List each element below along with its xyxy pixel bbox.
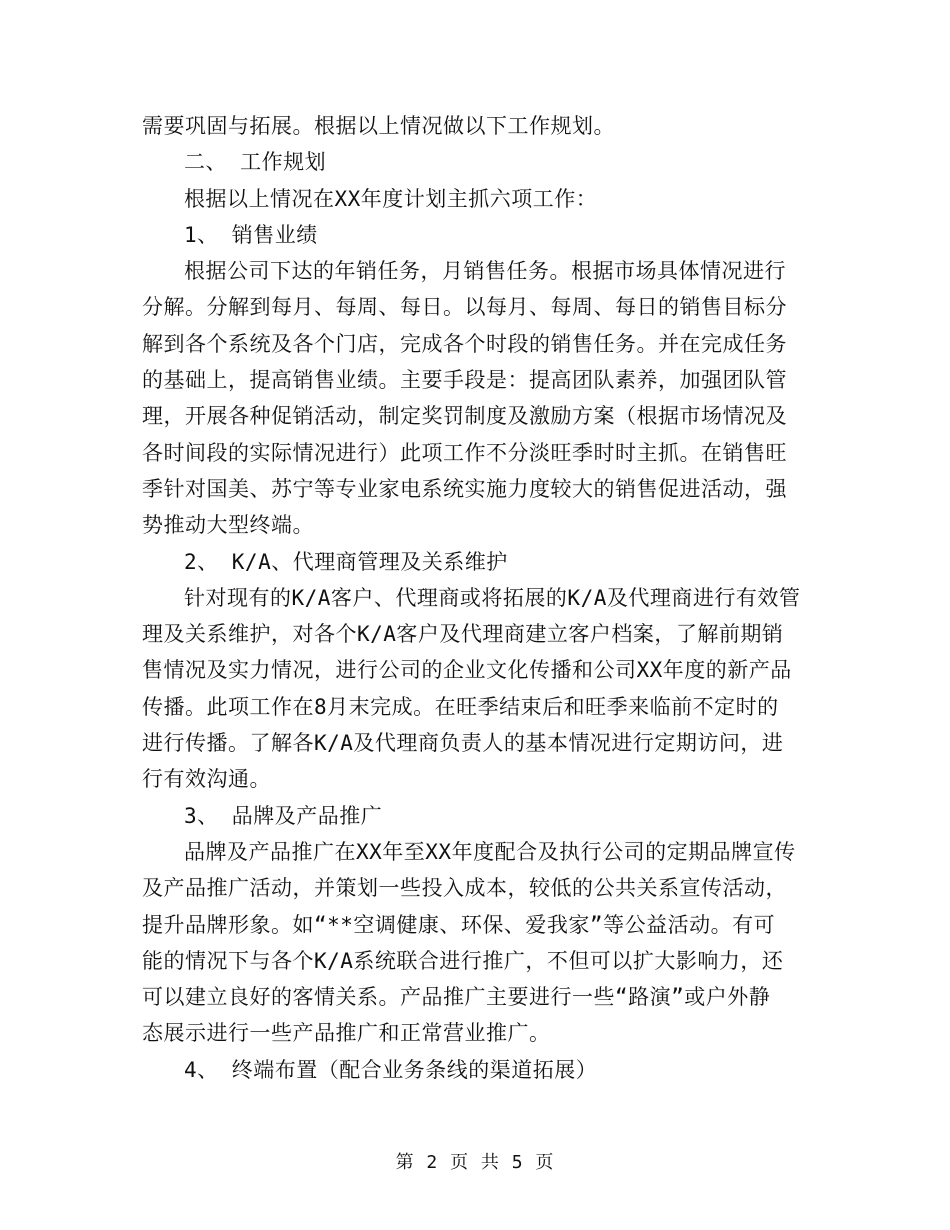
subsection-heading: 3、 品牌及产品推广: [184, 803, 383, 828]
paragraph-line: 态展示进行一些产品推广和正常营业推广。: [142, 1021, 551, 1046]
paragraph-line: 理，开展各种促销活动，制定奖罚制度及激励方案（根据市场情况及: [142, 404, 787, 429]
paragraph-line: 及产品推广活动，并策划一些投入成本，较低的公共关系宣传活动，: [142, 876, 787, 901]
paragraph-line: 的基础上，提高销售业绩。主要手段是：提高团队素养，加强团队管: [142, 368, 787, 393]
paragraph-line: 根据以上情况在XX年度计划主抓六项工作：: [184, 186, 598, 211]
paragraph-line: 售情况及实力情况，进行公司的企业文化传播和公司XX年度的新产品: [142, 658, 792, 683]
paragraph-line: 能的情况下与各个K/A系统联合进行推广，不但可以扩大影响力，还: [142, 948, 784, 973]
paragraph-line: 传播。此项工作在8月末完成。在旺季结束后和旺季来临前不定时的: [142, 694, 779, 719]
paragraph-line: 解到各个系统及各个门店，完成各个时段的销售任务。并在完成任务: [142, 331, 787, 356]
paragraph-line: 各时间段的实际情况进行）此项工作不分淡旺季时时主抓。在销售旺: [142, 440, 787, 465]
paragraph-line: 提升品牌形象。如“**空调健康、环保、爱我家”等公益活动。有可: [142, 912, 776, 937]
page-number-footer: 第 2 页 共 5 页: [395, 1152, 555, 1173]
paragraph-line: 需要巩固与拓展。根据以上情况做以下工作规划。: [142, 114, 615, 138]
paragraph-line: 根据公司下达的年销任务，月销售任务。根据市场具体情况进行: [184, 259, 786, 284]
paragraph-line: 行有效沟通。: [142, 767, 271, 792]
paragraph-line: 势推动大型终端。: [142, 513, 314, 538]
subsection-heading: 4、 终端布置（配合业务条线的渠道拓展）: [184, 1057, 598, 1082]
subsection-heading: 2、 K/A、代理商管理及关系维护: [184, 549, 508, 574]
paragraph-line: 针对现有的K/A客户、代理商或将拓展的K/A及代理商进行有效管: [184, 585, 801, 610]
section-heading: 二、 工作规划: [184, 150, 327, 175]
paragraph-line: 理及关系维护，对各个K/A客户及代理商建立客户档案，了解前期销: [142, 622, 784, 647]
document-body: [142, 108, 802, 1088]
paragraph-line: 分解。分解到每月、每周、每日。以每月、每周、每日的销售目标分: [142, 295, 787, 320]
subsection-heading: 1、 销售业绩: [184, 222, 318, 247]
paragraph-line: 进行传播。了解各K/A及代理商负责人的基本情况进行定期访问，进: [142, 731, 784, 756]
paragraph-line: 可以建立良好的客情关系。产品推广主要进行一些“路演”或户外静: [142, 985, 771, 1010]
paragraph-line: 品牌及产品推广在XX年至XX年度配合及执行公司的定期品牌宣传: [184, 839, 796, 864]
paragraph-line: 季针对国美、苏宁等专业家电系统实施力度较大的销售促进活动，强: [142, 476, 787, 501]
